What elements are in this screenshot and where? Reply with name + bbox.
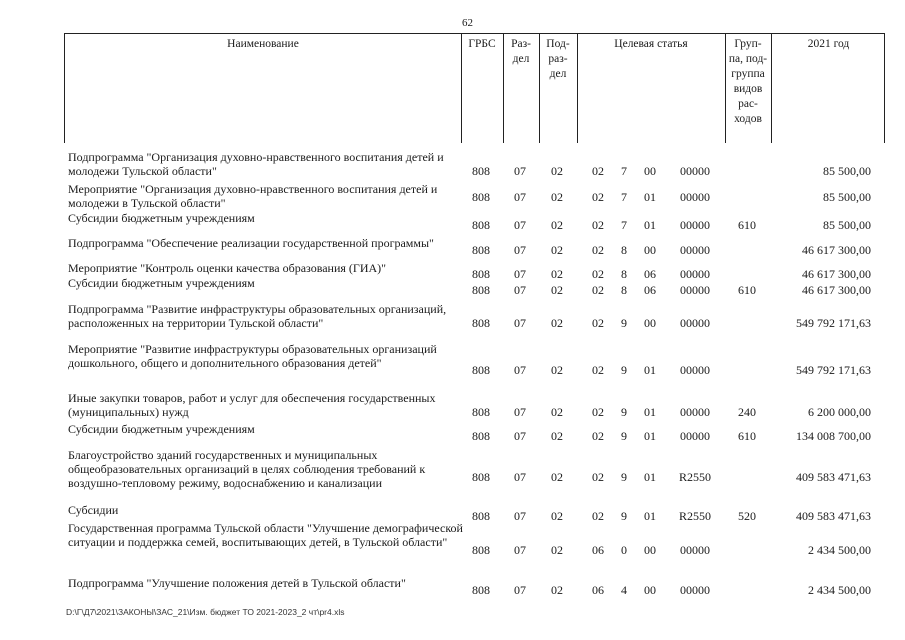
cell-grbs: 808: [472, 583, 490, 597]
table-header: [64, 33, 885, 143]
cell-t4: 00000: [680, 283, 710, 297]
cell-grbs: 808: [472, 243, 490, 257]
header-year: 2021 год: [807, 38, 850, 50]
cell-t3: 01: [644, 509, 656, 523]
cell-t2: 0: [621, 543, 627, 557]
row-name: Подпрограмма "Улучшение положения детей в Тульской области": [68, 576, 406, 590]
cell-razdel: 07: [514, 509, 526, 523]
cell-amount: 46 617 300,00: [802, 283, 871, 297]
cell-razdel: 07: [514, 190, 526, 204]
cell-podrazdel: 02: [551, 218, 563, 232]
cell-t1: 06: [592, 543, 604, 557]
cell-razdel: 07: [514, 543, 526, 557]
cell-t4: R2550: [678, 470, 711, 484]
cell-t2: 8: [621, 283, 627, 297]
cell-t3: 01: [644, 470, 656, 484]
cell-t1: 02: [592, 316, 604, 330]
cell-t2: 8: [621, 243, 627, 257]
header-name: Наименование: [227, 38, 299, 50]
header-expense-group: Груп- па, под- группа видов рас- ходов: [728, 38, 768, 125]
row-name: Подпрограмма "Обеспечение реализации государственной программы": [68, 236, 434, 250]
cell-t3: 01: [644, 363, 656, 377]
cell-amount: 6 200 000,00: [808, 405, 871, 419]
cell-grbs: 808: [472, 190, 490, 204]
cell-t2: 8: [621, 267, 627, 281]
cell-grbs: 808: [472, 470, 490, 484]
cell-t3: 01: [644, 429, 656, 443]
cell-razdel: 07: [514, 164, 526, 178]
cell-t3: 00: [644, 316, 656, 330]
cell-t3: 06: [644, 283, 656, 297]
cell-t4: 00000: [680, 543, 710, 557]
cell-group: 610: [738, 283, 756, 297]
cell-t4: 00000: [680, 583, 710, 597]
cell-amount: 409 583 471,63: [796, 470, 871, 484]
cell-group: 520: [738, 509, 756, 523]
cell-podrazdel: 02: [551, 470, 563, 484]
cell-t4: R2550: [678, 509, 711, 523]
cell-t4: 00000: [680, 429, 710, 443]
cell-razdel: 07: [514, 316, 526, 330]
row-name: Иные закупки товаров, работ и услуг для обеспечения государственных (муниципальных) нужд: [68, 391, 436, 419]
cell-group: 610: [738, 429, 756, 443]
cell-razdel: 07: [514, 243, 526, 257]
cell-amount: 46 617 300,00: [802, 267, 871, 281]
cell-amount: 409 583 471,63: [796, 509, 871, 523]
row-name: Подпрограмма "Развитие инфраструктуры образовательных организаций, расположенных на территории Тульской области": [68, 302, 447, 330]
cell-grbs: 808: [472, 164, 490, 178]
cell-podrazdel: 02: [551, 267, 563, 281]
cell-t4: 00000: [680, 218, 710, 232]
cell-t4: 00000: [680, 190, 710, 204]
cell-grbs: 808: [472, 363, 490, 377]
cell-grbs: 808: [472, 405, 490, 419]
row-name: Мероприятие "Контроль оценки качества образования (ГИА)": [68, 261, 387, 275]
row-name: Благоустройство зданий государственных и муниципальных общеобразовательных организаций в целях соблюдения требований к воздушно-тепловому режиму, водоснабжению и канализации: [68, 448, 426, 490]
cell-t2: 9: [621, 509, 627, 523]
row-name: Субсидии бюджетным учреждениям: [68, 211, 255, 225]
cell-t1: 02: [592, 283, 604, 297]
cell-t3: 06: [644, 267, 656, 281]
row-name: Мероприятие "Развитие инфраструктуры образовательных организаций дошкольного, общего и дополнительного образования детей": [68, 342, 437, 370]
row-name: Субсидии бюджетным учреждениям: [68, 276, 255, 290]
row-name: Субсидии: [68, 503, 119, 517]
row-name: Подпрограмма "Организация духовно-нравственного воспитания детей и молодежи Тульской области": [68, 150, 444, 178]
cell-razdel: 07: [514, 283, 526, 297]
cell-t4: 00000: [680, 363, 710, 377]
cell-grbs: 808: [472, 283, 490, 297]
cell-amount: 2 434 500,00: [808, 583, 871, 597]
cell-t1: 02: [592, 509, 604, 523]
cell-grbs: 808: [472, 316, 490, 330]
cell-t3: 00: [644, 543, 656, 557]
cell-razdel: 07: [514, 583, 526, 597]
cell-t3: 00: [644, 164, 656, 178]
cell-t3: 01: [644, 405, 656, 419]
cell-t2: 9: [621, 363, 627, 377]
cell-t1: 02: [592, 243, 604, 257]
cell-t1: 02: [592, 190, 604, 204]
cell-razdel: 07: [514, 363, 526, 377]
cell-podrazdel: 02: [551, 283, 563, 297]
cell-t3: 01: [644, 218, 656, 232]
cell-t1: 02: [592, 405, 604, 419]
header-razdel: Раз- дел: [511, 38, 531, 65]
cell-podrazdel: 02: [551, 429, 563, 443]
cell-grbs: 808: [472, 543, 490, 557]
cell-amount: 549 792 171,63: [796, 316, 871, 330]
cell-podrazdel: 02: [551, 243, 563, 257]
cell-amount: 85 500,00: [823, 190, 871, 204]
header-grbs: ГРБС: [468, 38, 496, 50]
cell-razdel: 07: [514, 405, 526, 419]
cell-razdel: 07: [514, 470, 526, 484]
cell-t2: 9: [621, 429, 627, 443]
cell-amount: 85 500,00: [823, 218, 871, 232]
cell-t2: 7: [621, 218, 627, 232]
cell-grbs: 808: [472, 267, 490, 281]
cell-group: 240: [738, 405, 756, 419]
row-name: Мероприятие "Организация духовно-нравственного воспитания детей и молодежи в Тульской области": [68, 182, 438, 210]
cell-razdel: 07: [514, 267, 526, 281]
cell-grbs: 808: [472, 218, 490, 232]
cell-t1: 02: [592, 429, 604, 443]
cell-t4: 00000: [680, 316, 710, 330]
cell-razdel: 07: [514, 429, 526, 443]
header-podrazdel: Под- раз- дел: [546, 38, 570, 80]
cell-grbs: 808: [472, 429, 490, 443]
row-name: Государственная программа Тульской области "Улучшение демографической ситуации и поддержка семей, воспитывающих детей, в Тульской области": [68, 521, 463, 549]
cell-amount: 134 008 700,00: [796, 429, 871, 443]
cell-t1: 02: [592, 470, 604, 484]
cell-t1: 02: [592, 164, 604, 178]
cell-t2: 7: [621, 190, 627, 204]
cell-t1: 02: [592, 218, 604, 232]
cell-t4: 00000: [680, 267, 710, 281]
cell-t2: 4: [621, 583, 627, 597]
cell-t1: 02: [592, 267, 604, 281]
cell-t2: 9: [621, 470, 627, 484]
row-name: Субсидии бюджетным учреждениям: [68, 422, 255, 436]
cell-podrazdel: 02: [551, 405, 563, 419]
cell-amount: 549 792 171,63: [796, 363, 871, 377]
cell-amount: 85 500,00: [823, 164, 871, 178]
cell-t2: 9: [621, 316, 627, 330]
page-number: 62: [462, 17, 473, 29]
cell-podrazdel: 02: [551, 316, 563, 330]
cell-razdel: 07: [514, 218, 526, 232]
cell-podrazdel: 02: [551, 190, 563, 204]
cell-group: 610: [738, 218, 756, 232]
cell-t3: 00: [644, 243, 656, 257]
cell-podrazdel: 02: [551, 164, 563, 178]
cell-t1: 06: [592, 583, 604, 597]
cell-t2: 7: [621, 164, 627, 178]
cell-podrazdel: 02: [551, 363, 563, 377]
cell-amount: 2 434 500,00: [808, 543, 871, 557]
cell-t4: 00000: [680, 164, 710, 178]
cell-t4: 00000: [680, 243, 710, 257]
file-path-footer: D:\Г\Д7\2021\ЗАКОНЫ\ЗАС_21\Изм. бюджет ТО 2021-2023_2 чт\pr4.xls: [66, 607, 345, 617]
header-target-article: Целевая статья: [614, 38, 688, 50]
cell-podrazdel: 02: [551, 583, 563, 597]
cell-grbs: 808: [472, 509, 490, 523]
cell-t3: 01: [644, 190, 656, 204]
cell-t4: 00000: [680, 405, 710, 419]
cell-t3: 00: [644, 583, 656, 597]
cell-t2: 9: [621, 405, 627, 419]
cell-t1: 02: [592, 363, 604, 377]
cell-podrazdel: 02: [551, 509, 563, 523]
cell-podrazdel: 02: [551, 543, 563, 557]
cell-amount: 46 617 300,00: [802, 243, 871, 257]
